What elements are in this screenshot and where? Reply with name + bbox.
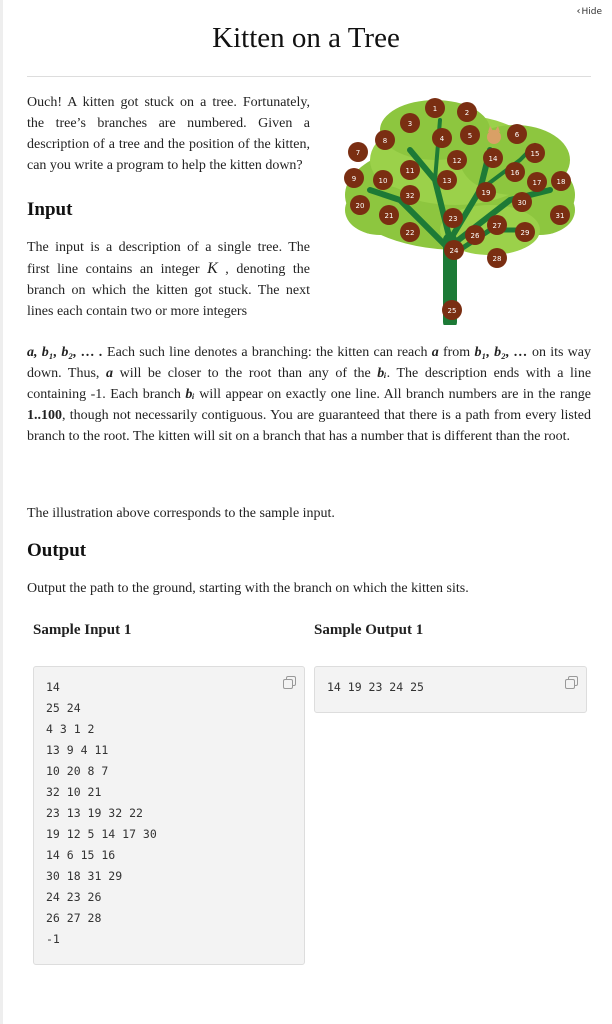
branch-node-label: 10 (378, 177, 388, 185)
branch-node-label: 15 (530, 150, 540, 158)
copy-icon[interactable] (283, 676, 296, 689)
branch-node-label: 25 (447, 307, 457, 315)
branch-node-label: 13 (442, 177, 452, 185)
branch-node-label: 30 (517, 199, 527, 207)
branch-node-label: 29 (520, 229, 530, 237)
branch-node-label: 20 (355, 202, 365, 210)
sample-input-box[interactable] (33, 666, 305, 965)
input-paragraph-part1: The input is a description of a single tree. The first line contains an integer K , denoting the branch on which the kitten got stuck. The next lines each contain two or more integers (27, 240, 310, 319)
branch-node-label: 7 (355, 149, 361, 157)
intro-paragraph: Ouch! A kitten got stuck on a tree. Fortunately, the tree’s branches are numbered. Given a description of a tree and the position of the kitten, can you write a program to help the kitten down? (27, 95, 310, 173)
branch-node-label: 11 (405, 167, 415, 175)
branch-node-label: 28 (492, 255, 502, 263)
tree-illustration (340, 90, 580, 325)
branch-node-label: 26 (470, 232, 480, 240)
branch-node-label: 1 (432, 105, 438, 113)
sample-output-text[interactable]: 14 19 23 24 25 (327, 680, 424, 694)
sample-input-text[interactable]: 14 25 24 4 3 1 2 13 9 4 11 10 20 8 7 32 10 21 23 13 19 32 22 19 12 5 14 17 30 14 6 15 16 30 18 31 29 24 23 26 26 27 28 -1 (46, 680, 157, 946)
sample-output-box[interactable] (314, 666, 587, 713)
branch-node-label: 9 (351, 175, 357, 183)
branch-node-label: 17 (532, 179, 542, 187)
branch-node-label: 16 (510, 169, 520, 177)
branch-node-label: 4 (439, 135, 445, 143)
hide-button[interactable] (576, 6, 602, 17)
copy-icon[interactable] (565, 676, 578, 689)
sample-input-heading: Sample Input 1 (33, 622, 132, 638)
branch-node-label: 19 (481, 189, 491, 197)
sample-output-heading: Sample Output 1 (314, 622, 424, 638)
output-paragraph: Output the path to the ground, starting with the branch on which the kitten sits. (27, 581, 469, 596)
illustration-note: The illustration above corresponds to the sample input. (27, 506, 335, 521)
branch-node-label: 18 (556, 178, 566, 186)
branch-node-label: 27 (492, 222, 502, 230)
title-divider (27, 76, 591, 77)
branch-node-label: 14 (488, 155, 498, 163)
page-title: Kitten on a Tree (212, 22, 400, 54)
branch-node-label: 24 (449, 247, 459, 255)
left-edge (0, 0, 3, 1024)
branch-node-label: 6 (514, 131, 520, 139)
input-paragraph-part2: a, b₁, b₂, … . Each such line denotes a branching: the kitten can reach a from b₁, b₂, … on its way down. Thus, a will be closer to the root than any of the bᵢ. The description ends with a line containing -1. Each branch bᵢ will appear on exactly one line. All branch numbers are in the range 1..100, though not necessarily contiguous. You are guaranteed that there is a path from every listed branch to the root. The kitten will sit on a branch that has a number that is different than the root. (27, 345, 592, 444)
input-heading: Input (27, 199, 73, 220)
branch-node-label: 31 (555, 212, 565, 220)
branch-node-label: 3 (407, 120, 413, 128)
branch-node-label: 32 (405, 192, 415, 200)
branch-node-label: 2 (464, 109, 470, 117)
branch-node-label: 22 (405, 229, 415, 237)
branch-node-label: 23 (448, 215, 458, 223)
hide-label: Hide (581, 7, 602, 17)
chevron-left-icon: ‹ (576, 6, 581, 17)
branch-node-label: 8 (382, 137, 388, 145)
output-heading: Output (27, 540, 87, 561)
branch-node-label: 21 (384, 212, 394, 220)
branch-node-label: 12 (452, 157, 462, 165)
branch-node-label: 5 (467, 132, 473, 140)
